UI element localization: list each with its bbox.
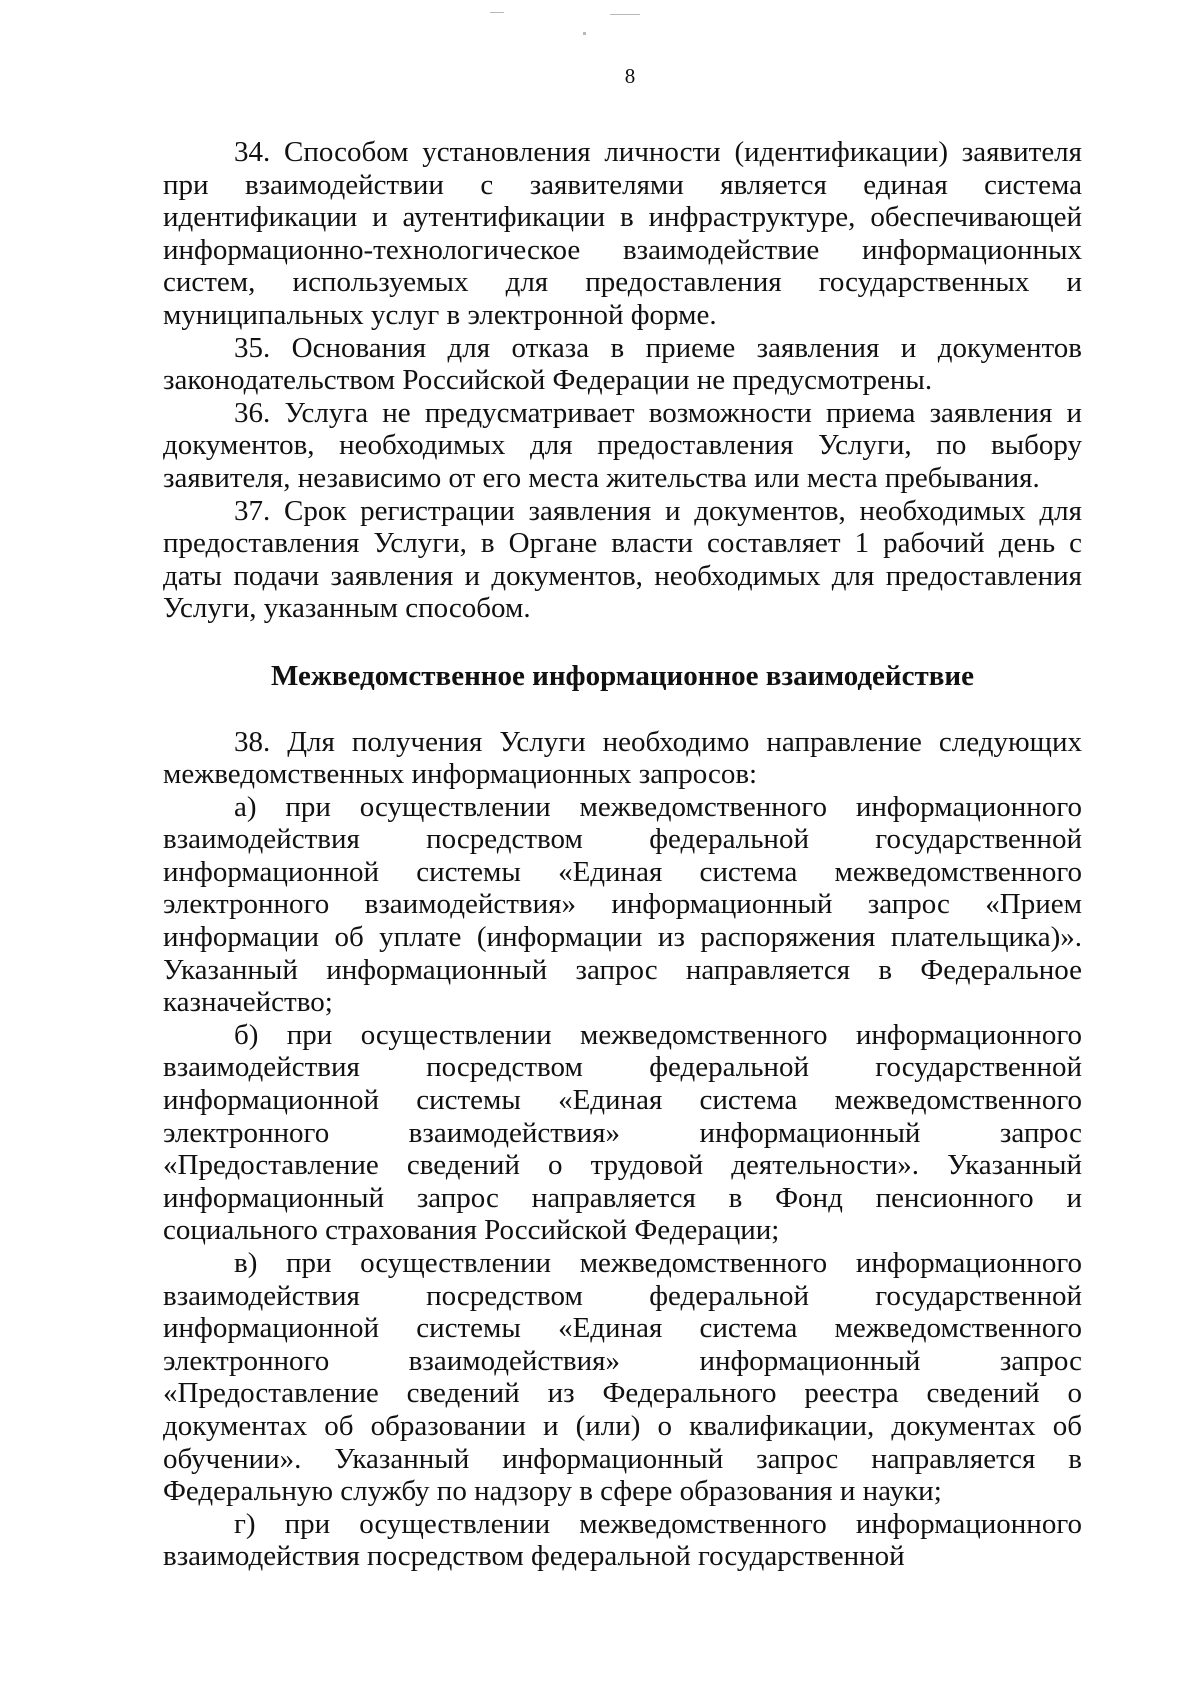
list-item-g: г) при осуществлении межведомственного информационного взаимодействия посредством федеральной государственной	[163, 1507, 1082, 1573]
paragraph-35: 35. Основания для отказа в приеме заявления и документов законодательством Российской Федерации не предусмотрены.	[163, 331, 1082, 397]
paragraph-36: 36. Услуга не предусматривает возможности приема заявления и документов, необходимых для предоставления Услуги, по выбору заявителя, независимо от его места жительства или места пребывания.	[163, 396, 1082, 494]
scan-artifact	[610, 14, 640, 15]
document-body	[163, 136, 1082, 1573]
scan-artifact	[490, 12, 504, 13]
paragraph-37: 37. Срок регистрации заявления и документов, необходимых для предоставления Услуги, в Органе власти составляет 1 рабочий день с даты подачи заявления и документов, необходимых для предоставления Услуги, указанным способом.	[163, 494, 1082, 625]
list-item-a: а) при осуществлении межведомственного информационного взаимодействия посредством федеральной государственной информационной системы «Единая система межведомственного электронного взаимодействия» информационный запрос «Прием информации об уплате (информации из распоряжения плательщика)». Указанный информационный запрос направляется в Федеральное казначейство;	[163, 790, 1082, 1019]
list-item-b: б) при осуществлении межведомственного информационного взаимодействия посредством федеральной государственной информационной системы «Единая система межведомственного электронного взаимодействия» информационный запрос «Предоставление сведений о трудовой деятельности». Указанный информационный запрос направляется в Фонд пенсионного и социального страхования Российской Федерации;	[163, 1018, 1082, 1247]
page-number: 8	[624, 64, 636, 88]
paragraph-38: 38. Для получения Услуги необходимо направление следующих межведомственных информационных запросов:	[163, 725, 1082, 791]
section-heading: Межведомственное информационное взаимодействие	[271, 659, 974, 692]
list-item-v: в) при осуществлении межведомственного информационного взаимодействия посредством федеральной государственной информационной системы «Единая система межведомственного электронного взаимодействия» информационный запрос «Предоставление сведений из Федерального реестра сведений о документах об образовании и (или) о квалификации, документах об обучении». Указанный информационный запрос направляется в Федеральную службу по надзору в сфере образования и науки;	[163, 1247, 1082, 1508]
paragraph-34: 34. Способом установления личности (идентификации) заявителя при взаимодействии с заявителями является единая система идентификации и аутентификации в инфраструктуре, обеспечивающей информационно-технологическое взаимодействие информационных систем, используемых для предоставления государственных и муниципальных услуг в электронной форме.	[163, 136, 1082, 331]
scan-artifact	[583, 32, 586, 35]
